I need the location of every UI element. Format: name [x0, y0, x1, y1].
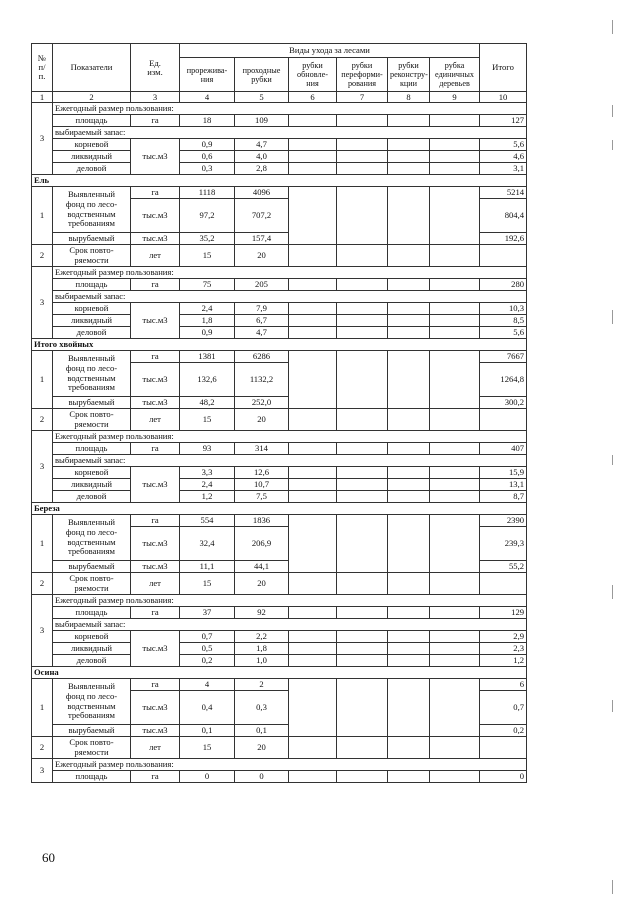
value-total: 407	[480, 443, 527, 455]
area-label: площадь	[53, 115, 131, 127]
value-thinning: 15	[180, 245, 235, 267]
value-thinning: 75	[180, 279, 235, 291]
area-label: площадь	[53, 771, 131, 783]
value-total: 5214	[480, 187, 527, 199]
period-label: Срок повто- ряемости	[53, 737, 131, 759]
value-total: 55,2	[480, 561, 527, 573]
value-passage: 4,0	[235, 151, 289, 163]
value-passage: 20	[235, 245, 289, 267]
value-thinning: 0,5	[180, 643, 235, 655]
unit: га	[131, 351, 180, 363]
unit: га	[131, 515, 180, 527]
value-passage: 6,7	[235, 315, 289, 327]
value-thinning: 1118	[180, 187, 235, 199]
row-number: 3	[32, 595, 53, 667]
value-total: 1,2	[480, 655, 527, 667]
value-passage: 707,2	[235, 199, 289, 233]
row-number: 1	[32, 515, 53, 573]
found-label: Выявленный фонд по лесо- водственным требованиям	[53, 679, 131, 725]
root-label: корневой	[53, 303, 131, 315]
value-thinning: 132,6	[180, 363, 235, 397]
value-thinning: 0,4	[180, 691, 235, 725]
header-care-types: Виды ухода за лесами	[180, 44, 480, 58]
row-number: 3	[32, 759, 53, 783]
colnum: 2	[53, 92, 131, 103]
value-thinning: 1381	[180, 351, 235, 363]
value-total: 4,6	[480, 151, 527, 163]
annual-use-label: Ежегодный размер пользования:	[53, 103, 527, 115]
row-number: 2	[32, 245, 53, 267]
period-label: Срок повто- ряемости	[53, 409, 131, 431]
value-total: 192,6	[480, 233, 527, 245]
scan-mark	[612, 455, 613, 465]
value-passage: 314	[235, 443, 289, 455]
stock-label: выбираемый запас:	[53, 291, 527, 303]
value-thinning: 0,6	[180, 151, 235, 163]
value-passage: 157,4	[235, 233, 289, 245]
row-number: 2	[32, 573, 53, 595]
value-passage: 7,9	[235, 303, 289, 315]
unit: га	[131, 679, 180, 691]
value-thinning: 0,7	[180, 631, 235, 643]
value-thinning: 0,3	[180, 163, 235, 175]
forest-care-table	[31, 43, 527, 783]
period-label: Срок повто- ряемости	[53, 245, 131, 267]
value-passage: 4,7	[235, 139, 289, 151]
value-thinning: 37	[180, 607, 235, 619]
root-label: корневой	[53, 467, 131, 479]
value-passage: 252,0	[235, 397, 289, 409]
stock-label: выбираемый запас:	[53, 455, 527, 467]
unit: га	[131, 187, 180, 199]
stock-label: выбираемый запас:	[53, 127, 527, 139]
scan-mark	[612, 880, 613, 894]
value-thinning: 0	[180, 771, 235, 783]
value-total: 6	[480, 679, 527, 691]
found-label: Выявленный фонд по лесо- водственным требованиям	[53, 187, 131, 233]
unit: га	[131, 115, 180, 127]
area-label: площадь	[53, 607, 131, 619]
colnum: 6	[289, 92, 337, 103]
value-total: 8,5	[480, 315, 527, 327]
value-total: 129	[480, 607, 527, 619]
value-passage: 205	[235, 279, 289, 291]
value-total: 0,7	[480, 691, 527, 725]
value-passage: 0	[235, 771, 289, 783]
area-label: площадь	[53, 279, 131, 291]
unit: га	[131, 443, 180, 455]
value-total: 3,1	[480, 163, 527, 175]
value-thinning: 0,9	[180, 139, 235, 151]
section-title: Ель	[32, 175, 527, 187]
value-thinning: 97,2	[180, 199, 235, 233]
value-total: 10,3	[480, 303, 527, 315]
value-thinning: 15	[180, 573, 235, 595]
liquid-label: ликвидный	[53, 643, 131, 655]
value-thinning: 0,1	[180, 725, 235, 737]
value-total: 280	[480, 279, 527, 291]
row-number: 3	[32, 267, 53, 339]
colnum: 3	[131, 92, 180, 103]
value-total: 2,9	[480, 631, 527, 643]
annual-use-label: Ежегодный размер пользования:	[53, 759, 527, 771]
value-thinning: 3,3	[180, 467, 235, 479]
root-label: корневой	[53, 631, 131, 643]
area-label: площадь	[53, 443, 131, 455]
value-passage: 4,7	[235, 327, 289, 339]
value-passage: 12,6	[235, 467, 289, 479]
value-passage: 0,1	[235, 725, 289, 737]
unit: га	[131, 607, 180, 619]
unit: тыс.м3	[131, 233, 180, 245]
liquid-label: ликвидный	[53, 479, 131, 491]
value-thinning: 32,4	[180, 527, 235, 561]
colnum: 1	[32, 92, 53, 103]
value-passage: 1836	[235, 515, 289, 527]
annual-use-label: Ежегодный размер пользования:	[53, 431, 527, 443]
value-thinning: 2,4	[180, 479, 235, 491]
value-thinning: 18	[180, 115, 235, 127]
scan-mark	[612, 310, 613, 324]
value-passage: 92	[235, 607, 289, 619]
found-label: Выявленный фонд по лесо- водственным требованиям	[53, 515, 131, 561]
unit: лет	[131, 573, 180, 595]
unit: тыс.м3	[131, 199, 180, 233]
header-indicators: Показатели	[53, 44, 131, 92]
header-type-reconstruction: рубки реконстру- кции	[388, 58, 430, 92]
value-thinning: 35,2	[180, 233, 235, 245]
value-passage: 20	[235, 409, 289, 431]
row-number: 3	[32, 431, 53, 503]
annual-use-label: Ежегодный размер пользования:	[53, 267, 527, 279]
colnum: 5	[235, 92, 289, 103]
value-total: 0	[480, 771, 527, 783]
value-thinning: 15	[180, 737, 235, 759]
unit: тыс.м3	[131, 561, 180, 573]
value-thinning: 1,2	[180, 491, 235, 503]
page-number: 60	[42, 850, 55, 865]
liquid-label: ликвидный	[53, 151, 131, 163]
value-total: 13,1	[480, 479, 527, 491]
value-total: 8,7	[480, 491, 527, 503]
colnum: 7	[337, 92, 388, 103]
row-number: 2	[32, 737, 53, 759]
header-type-renewal: рубки обновле- ния	[289, 58, 337, 92]
value-thinning: 93	[180, 443, 235, 455]
colnum: 4	[180, 92, 235, 103]
value-passage: 206,9	[235, 527, 289, 561]
value-passage: 1,8	[235, 643, 289, 655]
cut-label: вырубаемый	[53, 397, 131, 409]
stock-label: выбираемый запас:	[53, 619, 527, 631]
header-type-single-trees: рубка единичных деревьев	[430, 58, 480, 92]
colnum: 9	[430, 92, 480, 103]
cut-label: вырубаемый	[53, 725, 131, 737]
header-type-passage: проходные рубки	[235, 58, 289, 92]
value-thinning: 2,4	[180, 303, 235, 315]
value-passage: 2	[235, 679, 289, 691]
liquid-label: ликвидный	[53, 315, 131, 327]
header-unit: Ед. изм.	[131, 44, 180, 92]
cut-label: вырубаемый	[53, 233, 131, 245]
value-total: 239,3	[480, 527, 527, 561]
value-total: 2390	[480, 515, 527, 527]
value-passage: 7,5	[235, 491, 289, 503]
value-passage: 2,2	[235, 631, 289, 643]
scan-mark	[612, 700, 613, 712]
found-label: Выявленный фонд по лесо- водственным требованиям	[53, 351, 131, 397]
business-label: деловой	[53, 655, 131, 667]
value-passage: 109	[235, 115, 289, 127]
business-label: деловой	[53, 163, 131, 175]
unit: тыс.м3	[131, 725, 180, 737]
value-passage: 20	[235, 573, 289, 595]
value-thinning: 0,2	[180, 655, 235, 667]
section-title: Береза	[32, 503, 527, 515]
unit: тыс.м3	[131, 527, 180, 561]
value-passage: 6286	[235, 351, 289, 363]
section-title: Осина	[32, 667, 527, 679]
value-thinning: 4	[180, 679, 235, 691]
unit: лет	[131, 409, 180, 431]
scan-mark	[612, 585, 613, 599]
header-num: № п/ п.	[32, 44, 53, 92]
period-label: Срок повто- ряемости	[53, 573, 131, 595]
unit: лет	[131, 737, 180, 759]
scan-mark	[612, 105, 613, 117]
unit: тыс.м3	[131, 303, 180, 339]
row-number: 1	[32, 679, 53, 737]
unit: тыс.м3	[131, 691, 180, 725]
unit: тыс.м3	[131, 397, 180, 409]
header-type-thinning: прорежива- ния	[180, 58, 235, 92]
header-type-reformation: рубки переформи- рования	[337, 58, 388, 92]
value-total: 5,6	[480, 327, 527, 339]
value-thinning: 554	[180, 515, 235, 527]
value-thinning: 11,1	[180, 561, 235, 573]
unit: тыс.м3	[131, 139, 180, 175]
row-number: 1	[32, 187, 53, 245]
value-total: 7667	[480, 351, 527, 363]
row-number: 2	[32, 409, 53, 431]
value-total: 127	[480, 115, 527, 127]
unit: га	[131, 279, 180, 291]
unit: тыс.м3	[131, 363, 180, 397]
header-total: Итого	[480, 44, 527, 92]
unit: тыс.м3	[131, 631, 180, 667]
scan-mark	[612, 20, 613, 34]
value-total: 15,9	[480, 467, 527, 479]
value-thinning: 48,2	[180, 397, 235, 409]
annual-use-label: Ежегодный размер пользования:	[53, 595, 527, 607]
value-passage: 4096	[235, 187, 289, 199]
root-label: корневой	[53, 139, 131, 151]
value-total: 2,3	[480, 643, 527, 655]
value-passage: 44,1	[235, 561, 289, 573]
value-thinning: 1,8	[180, 315, 235, 327]
section-title: Итого хвойных	[32, 339, 527, 351]
value-passage: 1,0	[235, 655, 289, 667]
value-total: 0,2	[480, 725, 527, 737]
value-total: 804,4	[480, 199, 527, 233]
cut-label: вырубаемый	[53, 561, 131, 573]
unit: тыс.м3	[131, 467, 180, 503]
scan-mark	[612, 140, 613, 150]
value-total: 1264,8	[480, 363, 527, 397]
unit: га	[131, 771, 180, 783]
value-passage: 0,3	[235, 691, 289, 725]
value-passage: 20	[235, 737, 289, 759]
unit: лет	[131, 245, 180, 267]
value-passage: 10,7	[235, 479, 289, 491]
row-number: 1	[32, 351, 53, 409]
business-label: деловой	[53, 327, 131, 339]
value-thinning: 0,9	[180, 327, 235, 339]
row-number: 3	[32, 103, 53, 175]
colnum: 8	[388, 92, 430, 103]
value-total: 5,6	[480, 139, 527, 151]
colnum: 10	[480, 92, 527, 103]
value-passage: 2,8	[235, 163, 289, 175]
business-label: деловой	[53, 491, 131, 503]
value-passage: 1132,2	[235, 363, 289, 397]
value-total: 300,2	[480, 397, 527, 409]
value-thinning: 15	[180, 409, 235, 431]
